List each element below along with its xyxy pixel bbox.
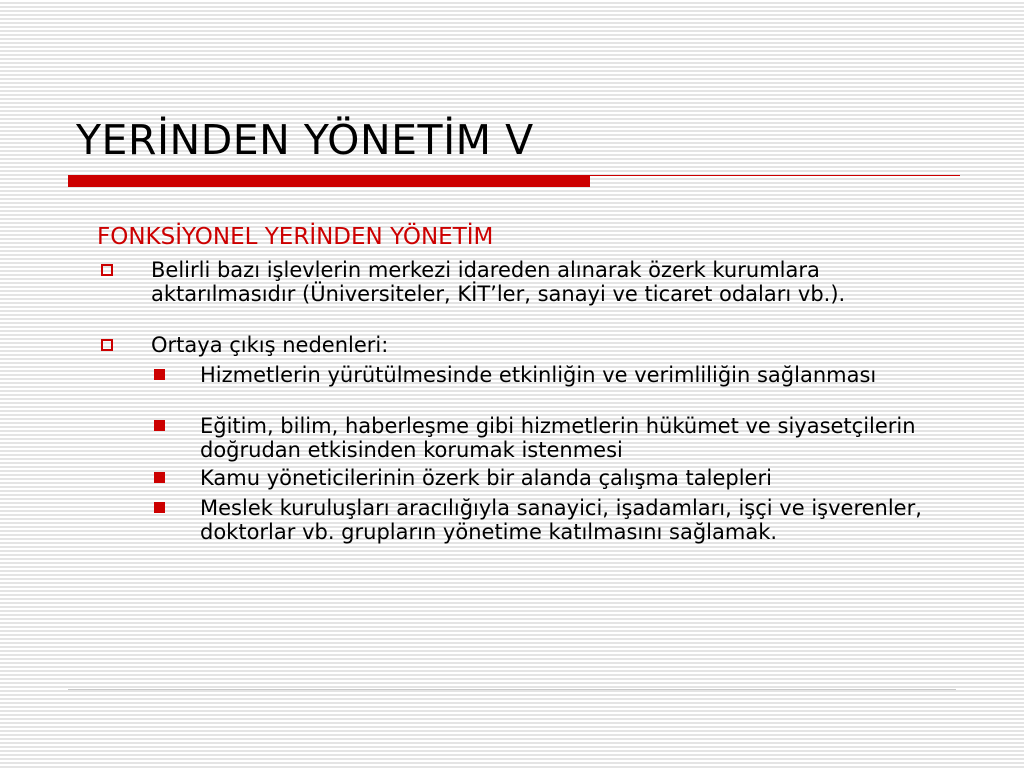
- bullet-text: Ortaya çıkış nedenleri:: [151, 333, 389, 357]
- title-underline-thin: [590, 175, 960, 176]
- sub-bullet-item: [200, 496, 940, 544]
- sub-bullet-item: [200, 363, 940, 387]
- filled-square-icon: [154, 420, 165, 431]
- footer-divider: [68, 689, 956, 690]
- sub-bullet-item: [200, 414, 940, 462]
- filled-square-icon: [154, 502, 165, 513]
- sub-bullet-text: Kamu yöneticilerinin özerk bir alanda çalışma talepleri: [200, 466, 772, 490]
- filled-square-icon: [154, 369, 165, 380]
- bullet-item: [151, 333, 951, 357]
- hollow-square-icon: [101, 339, 113, 351]
- bullet-item: [151, 258, 951, 306]
- slide-title: YERİNDEN YÖNETİM V: [76, 116, 534, 164]
- bullet-text: Belirli bazı işlevlerin merkezi idareden alınarak özerk kurumlara aktarılmasıdır (Üniversiteler, KİT’ler, sanayi ve ticaret odaları vb.).: [151, 258, 846, 306]
- sub-bullet-item: [200, 466, 940, 490]
- sub-bullet-text: Meslek kuruluşları aracılığıyla sanayici, işadamları, işçi ve işverenler, doktorlar vb. grupların yönetime katılmasını sağlamak.: [200, 496, 922, 544]
- sub-bullet-text: Hizmetlerin yürütülmesinde etkinliğin ve verimliliğin sağlanması: [200, 363, 877, 387]
- hollow-square-icon: [101, 264, 113, 276]
- sub-bullet-text: Eğitim, bilim, haberleşme gibi hizmetlerin hükümet ve siyasetçilerin doğrudan etkisinden korumak istenmesi: [200, 414, 916, 462]
- filled-square-icon: [154, 472, 165, 483]
- title-underline-thick: [68, 175, 590, 187]
- section-subheading: FONKSİYONEL YERİNDEN YÖNETİM: [97, 224, 494, 250]
